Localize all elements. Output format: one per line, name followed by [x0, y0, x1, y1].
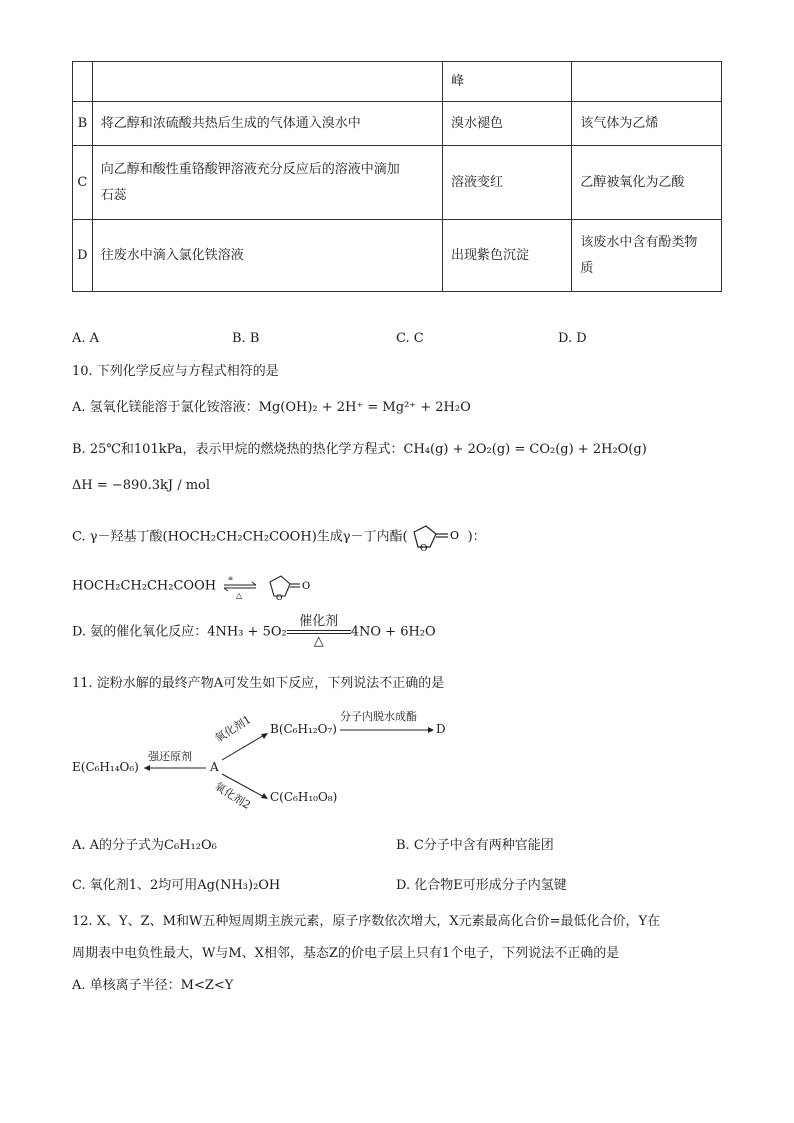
svg-text:△: △ [236, 591, 243, 599]
q11-option-a: A. A的分子式为C₆H₁₂O₆ [72, 838, 217, 853]
row-label: B [73, 102, 93, 146]
svg-text:O: O [419, 544, 427, 552]
equilibrium-arrow-icon [220, 573, 262, 599]
phenomenon-cell: 出现紫色沉淀 [443, 220, 572, 292]
reagent-oxidant-2: 氧化剂2 [212, 779, 253, 812]
q10-option-c [72, 522, 486, 552]
phenomenon-cell: 峰 [443, 62, 572, 102]
operation-cell: 往废水中滴入氯化铁溶液 [92, 220, 442, 292]
conclusion-cell: 乙醇被氧化为乙酸 [572, 146, 722, 220]
phenomenon-cell: 溶液变红 [443, 146, 572, 220]
option-b-text: B. 25℃和101kPa，表示甲烷的燃烧热的热化学方程式： [72, 442, 404, 457]
table-row [73, 220, 722, 292]
conclusion-cell [572, 62, 722, 102]
option-d-right: 4NO + 6H₂O [350, 624, 436, 640]
q10-option-d [72, 614, 436, 651]
row-label: D [73, 220, 93, 292]
conclusion-cell [572, 220, 722, 292]
operation-cell [92, 146, 442, 220]
option-d-text: D. 氨的催化氧化反应： [72, 624, 208, 640]
svg-text:O: O [449, 529, 459, 542]
option-c-text: )： [467, 529, 486, 545]
option-c: C. C [396, 331, 424, 346]
operation-cell [92, 62, 442, 102]
option-a: A. A [72, 331, 100, 346]
phenomenon-cell: 溴水褪色 [443, 102, 572, 146]
operation-cell: 将乙醇和浓硫酸共热后生成的气体通入溴水中 [92, 102, 442, 146]
q12-option-a: A. 单核离子半径：M<Z<Y [72, 978, 234, 993]
option-b-equation: CH₄(g) + 2O₂(g) = CO₂(g) + 2H₂O(g) [403, 442, 647, 457]
compound-b: B(C₆H₁₂O₇) [270, 722, 337, 736]
reagent-oxidant-1: 氧化剂1 [212, 712, 254, 746]
option-c-text: C. γ－羟基丁酸( [72, 529, 168, 545]
table-row [73, 62, 722, 102]
svg-text:O: O [302, 581, 311, 592]
table-row [73, 102, 722, 146]
q11-option-c: C. 氧化剂1、2均可用Ag(NH₃)₂OH [72, 878, 281, 893]
operation-line: 石蕊 [100, 187, 127, 203]
reagent-strong-reductant: 强还原剂 [148, 750, 192, 763]
svg-text:O: O [276, 593, 283, 600]
scheme-arrows [72, 708, 492, 818]
q11-stem: 11. 淀粉水解的最终产物A可发生如下反应，下列说法不正确的是 [72, 676, 445, 691]
compound-d: D [436, 722, 446, 736]
conclusion-cell: 该气体为乙烯 [572, 102, 722, 146]
heat-symbol: △ [313, 634, 324, 649]
catalyst-label: 催化剂 [299, 614, 339, 629]
option-d-left: 4NH₃ + 5O₂ [207, 624, 287, 640]
operation-line: 向乙醇和酸性重铬酸钾溶液充分反应后的溶液中滴加 [100, 161, 400, 177]
option-a-equation: Mg(OH)₂ + 2H⁺ = Mg²⁺ + 2H₂O [258, 400, 471, 415]
svg-text:≡: ≡ [228, 575, 234, 582]
compound-e: E(C₆H₁₄O₆) [72, 760, 139, 774]
experiment-table [72, 61, 722, 292]
q12-stem-line2: 周期表中电负性最大，W与M、X相邻，基态Z的价电子层上只有1个电子，下列说法不正确的是 [72, 946, 620, 961]
q11-option-d: D. 化合物E可形成分子内氢键 [396, 878, 567, 893]
option-c-equation-left: HOCH₂CH₂CH₂COOH [72, 578, 217, 594]
option-c-formula: HOCH₂CH₂CH₂COOH [167, 529, 312, 545]
compound-c: C(C₆H₁₀O₈) [270, 790, 338, 804]
reaction-condition [287, 614, 351, 650]
conclusion-line: 质 [580, 260, 594, 276]
reagent-dehydration: 分子内脱水成酯 [340, 710, 417, 723]
option-b: B. B [232, 331, 260, 346]
q9-options [72, 331, 722, 351]
q10-option-c-equation [72, 572, 318, 600]
option-d: D. D [558, 331, 587, 346]
compound-a: A [210, 760, 219, 774]
lactone-structure-icon [266, 572, 318, 600]
q12-stem-line1: 12. X、Y、Z、M和W五种短周期主族元素，原子序数依次增大，X元素最高化合价=最低化合价，Y在 [72, 914, 661, 929]
table-row [73, 146, 722, 220]
row-label: C [73, 146, 93, 220]
q10-stem: 10. 下列化学反应与方程式相符的是 [72, 364, 279, 379]
lactone-structure-icon [408, 522, 468, 552]
q10-option-a [72, 398, 471, 418]
q10-option-b-enthalpy: ΔH = −890.3kJ / mol [72, 478, 211, 493]
q11-option-b: B. C分子中含有两种官能团 [396, 838, 554, 853]
conclusion-line: 该废水中含有酚类物 [580, 234, 698, 250]
q10-option-b [72, 440, 647, 460]
option-c-text: )生成γ－丁内酯( [311, 529, 408, 545]
row-label [73, 62, 93, 102]
option-a-text: A. 氢氧化镁能溶于氯化铵溶液： [72, 400, 259, 415]
reaction-scheme [72, 708, 492, 818]
